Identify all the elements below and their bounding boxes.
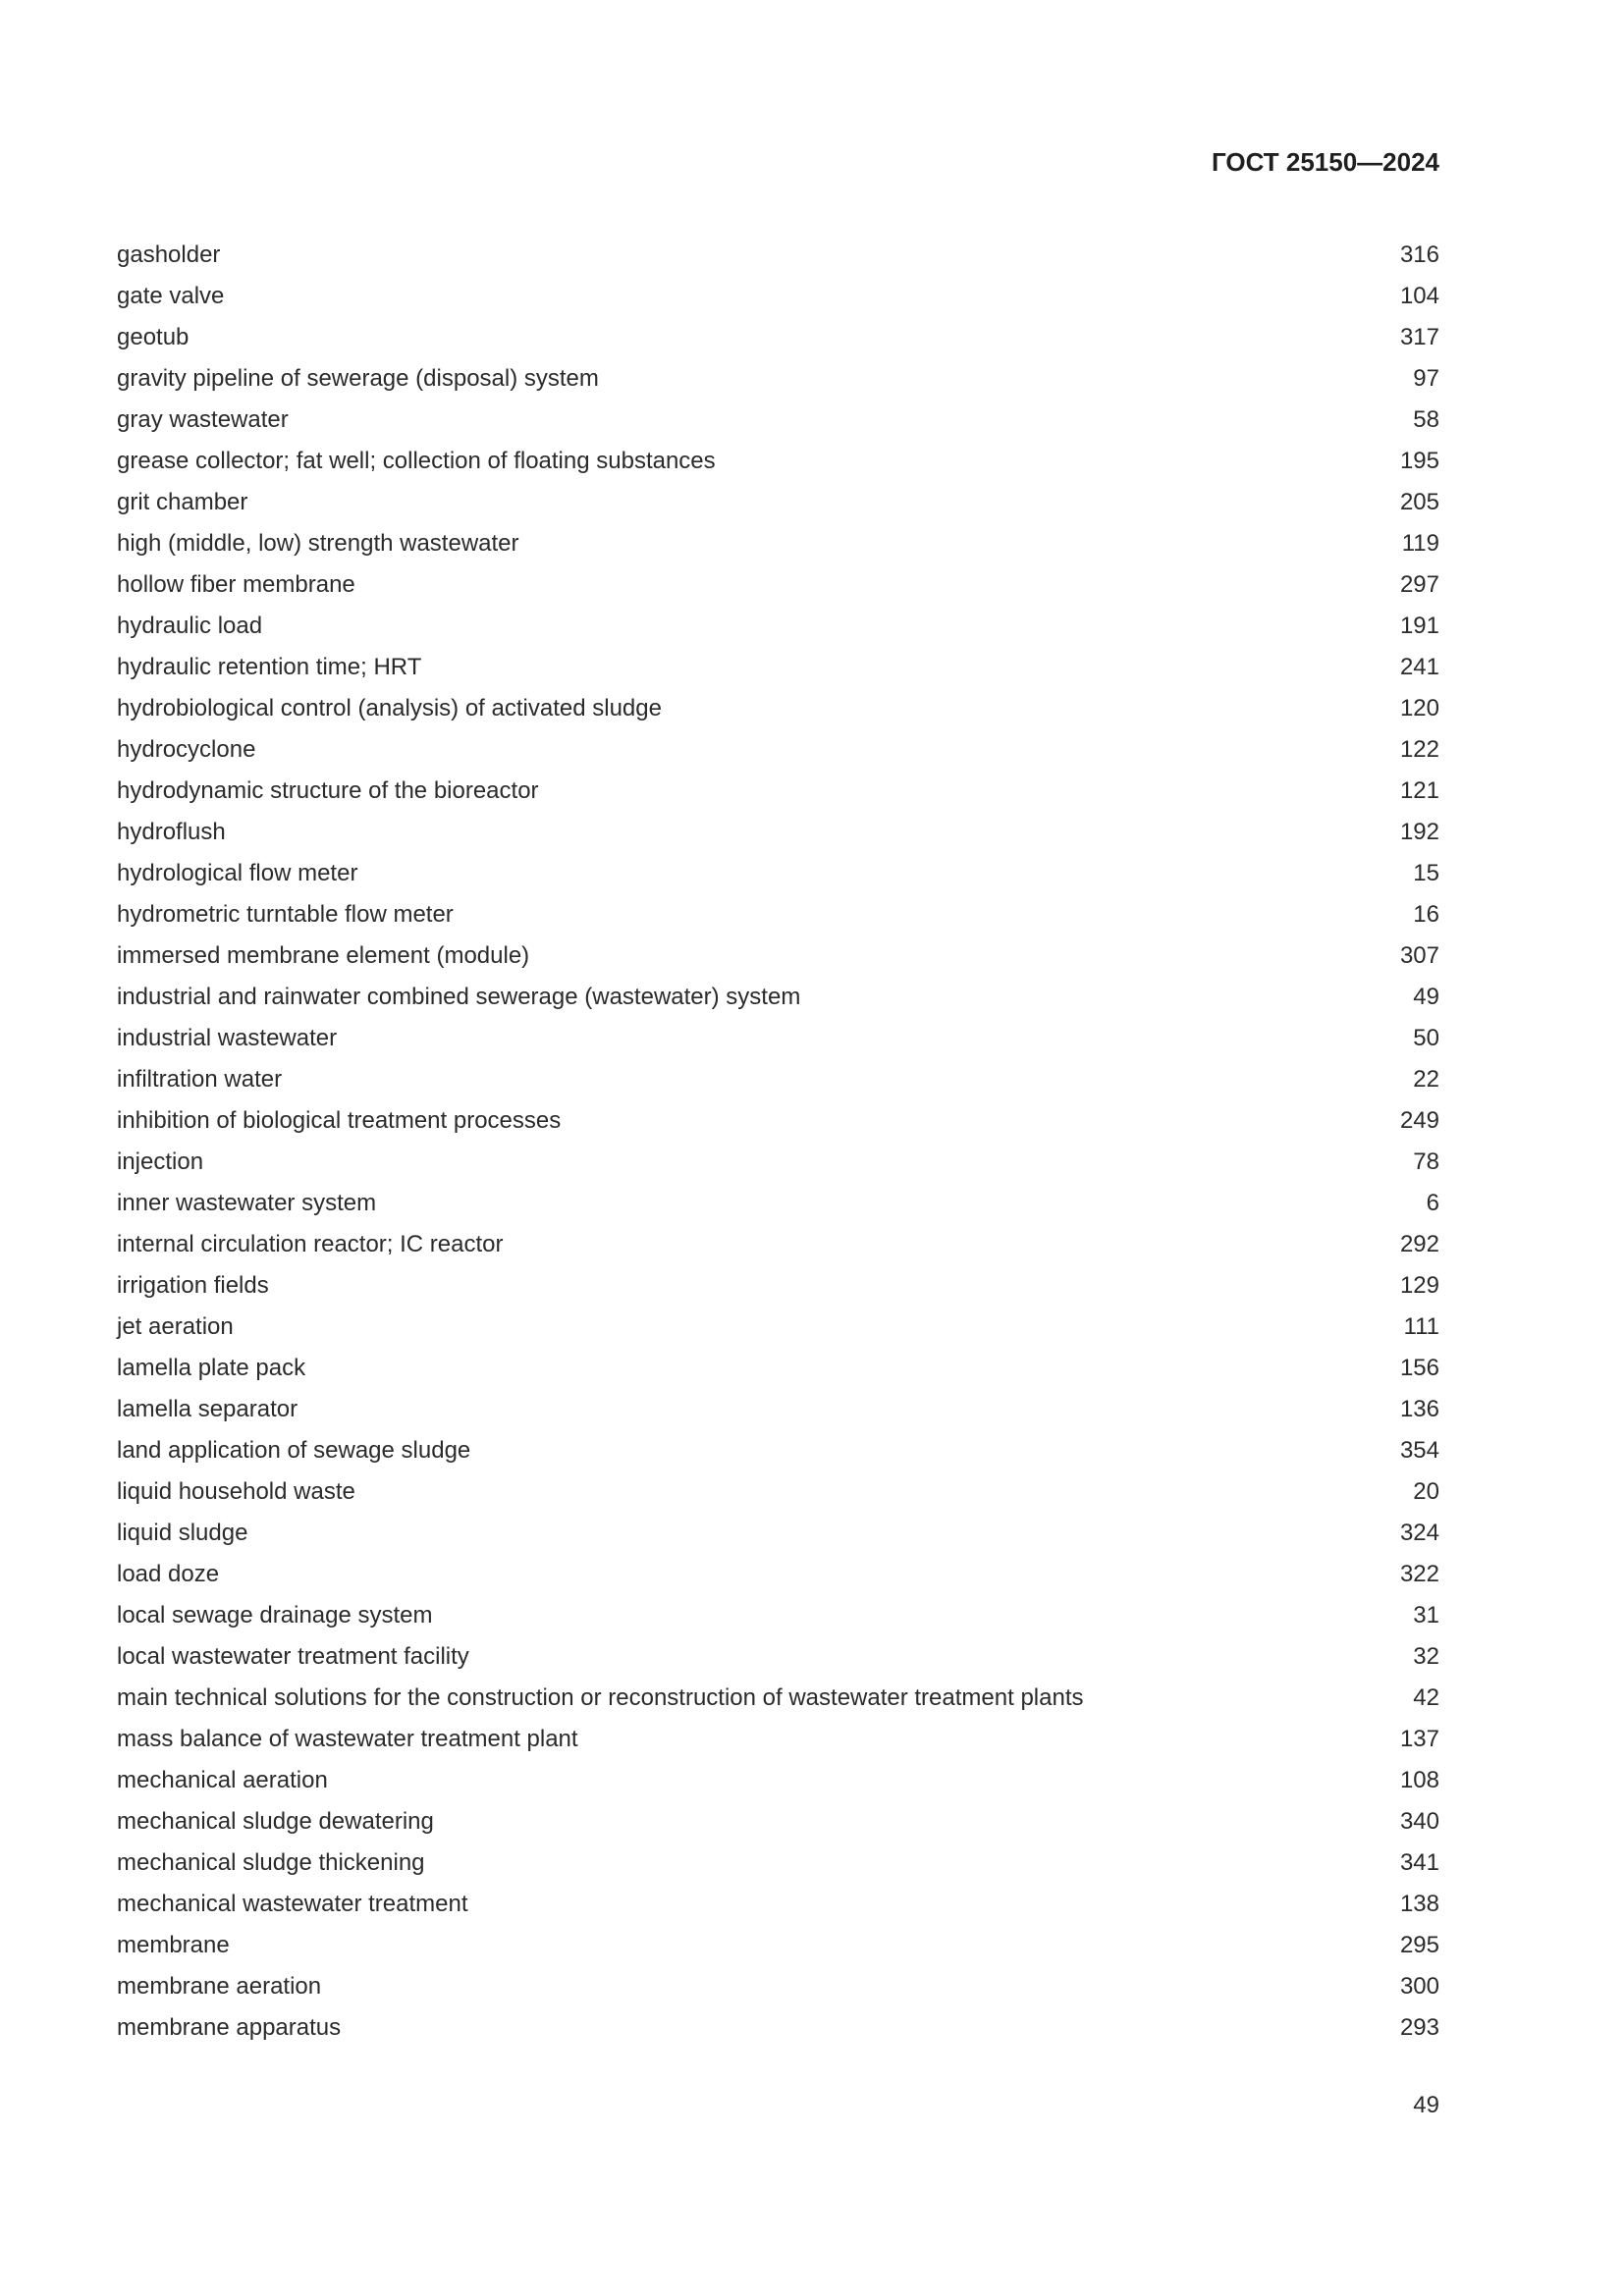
- index-term: hydraulic load: [117, 613, 263, 639]
- index-term: jet aeration: [117, 1313, 234, 1340]
- index-entry: [117, 1018, 1439, 1059]
- index-entry: [117, 1183, 1439, 1224]
- index-term-number: 129: [1399, 1272, 1439, 1299]
- index-entry: [117, 688, 1439, 729]
- index-term-number: 205: [1399, 489, 1439, 515]
- index-entry: [117, 235, 1439, 276]
- index-term-number: 341: [1399, 1849, 1439, 1876]
- index-entry: [117, 1100, 1439, 1142]
- index-term-number: 31: [1413, 1602, 1439, 1629]
- index-term-number: 108: [1399, 1767, 1439, 1793]
- index-entry: [117, 1719, 1439, 1760]
- index-entry: [117, 729, 1439, 771]
- index-entry: [117, 1430, 1439, 1471]
- index-entry: [117, 1265, 1439, 1307]
- index-entry: [117, 647, 1439, 688]
- index-term: mass balance of wastewater treatment plant: [117, 1726, 578, 1752]
- index-term: irrigation fields: [117, 1272, 269, 1299]
- index-term: gate valve: [117, 283, 225, 309]
- index-term: hydrobiological control (analysis) of activated sludge: [117, 695, 662, 721]
- index-term: mechanical wastewater treatment: [117, 1891, 468, 1917]
- index-term: hydraulic retention time; HRT: [117, 654, 422, 680]
- index-term: lamella separator: [117, 1396, 298, 1422]
- index-term-number: 121: [1399, 777, 1439, 804]
- index-entry: [117, 853, 1439, 894]
- index-entry: [117, 606, 1439, 647]
- index-term: hydroflush: [117, 819, 226, 845]
- index-term-number: 6: [1426, 1190, 1439, 1216]
- index-term: hydrodynamic structure of the bioreactor: [117, 777, 539, 804]
- index-term: mechanical sludge thickening: [117, 1849, 425, 1876]
- index-term: gray wastewater: [117, 406, 289, 433]
- index-term: industrial wastewater: [117, 1025, 338, 1051]
- index-term-number: 104: [1399, 283, 1439, 309]
- index-term: gravity pipeline of sewerage (disposal) system: [117, 365, 599, 392]
- index-entry: [117, 1348, 1439, 1389]
- index-entry: [117, 935, 1439, 977]
- index-entry: [117, 2007, 1439, 2049]
- index-term: local wastewater treatment facility: [117, 1643, 469, 1670]
- index-term: injection: [117, 1148, 204, 1175]
- index-term: grit chamber: [117, 489, 248, 515]
- document-code-header: ГОСТ 25150—2024: [1212, 147, 1439, 177]
- index-term: membrane apparatus: [117, 2014, 342, 2041]
- index-term: membrane: [117, 1932, 230, 1958]
- index-term-number: 122: [1399, 736, 1439, 763]
- index-term: inner wastewater system: [117, 1190, 377, 1216]
- index-term-number: 16: [1413, 901, 1439, 928]
- index-term: gasholder: [117, 241, 221, 268]
- index-term-number: 32: [1413, 1643, 1439, 1670]
- index-entry: [117, 1966, 1439, 2007]
- index-term: load doze: [117, 1561, 220, 1587]
- index-term-number: 97: [1413, 365, 1439, 392]
- index-term: hydrocyclone: [117, 736, 256, 763]
- index-term-number: 354: [1399, 1437, 1439, 1464]
- index-term-number: 322: [1399, 1561, 1439, 1587]
- index-entry: [117, 400, 1439, 441]
- index-term-number: 340: [1399, 1808, 1439, 1835]
- index-term-number: 297: [1399, 571, 1439, 598]
- index-entry: [117, 1389, 1439, 1430]
- index-entry: [117, 1760, 1439, 1801]
- index-term: immersed membrane element (module): [117, 942, 530, 969]
- index-entry: [117, 1059, 1439, 1100]
- index-term: hollow fiber membrane: [117, 571, 355, 598]
- index-term: infiltration water: [117, 1066, 283, 1093]
- index-term: internal circulation reactor; IC reactor: [117, 1231, 504, 1257]
- index-term-number: 191: [1399, 613, 1439, 639]
- index-entry: [117, 1471, 1439, 1513]
- index-term: geotub: [117, 324, 189, 350]
- index-term-number: 20: [1413, 1478, 1439, 1505]
- index-entry: [117, 1142, 1439, 1183]
- index-entry: [117, 977, 1439, 1018]
- index-term-number: 50: [1413, 1025, 1439, 1051]
- index-entry: [117, 1554, 1439, 1595]
- index-term-number: 324: [1399, 1520, 1439, 1546]
- index-entry: [117, 1884, 1439, 1925]
- index-entry: [117, 1842, 1439, 1884]
- index-term: lamella plate pack: [117, 1355, 306, 1381]
- index-term-number: 195: [1399, 448, 1439, 474]
- index-term-number: 156: [1399, 1355, 1439, 1381]
- index-entry: [117, 441, 1439, 482]
- index-term: mechanical sludge dewatering: [117, 1808, 434, 1835]
- index-term-number: 307: [1399, 942, 1439, 969]
- index-term-number: 138: [1399, 1891, 1439, 1917]
- index-entry: [117, 771, 1439, 812]
- index-entry: [117, 894, 1439, 935]
- index-term-number: 49: [1413, 984, 1439, 1010]
- index-term-number: 293: [1399, 2014, 1439, 2041]
- index-entry: [117, 1595, 1439, 1636]
- index-term-number: 249: [1399, 1107, 1439, 1134]
- index-term-number: 241: [1399, 654, 1439, 680]
- index-term: grease collector; fat well; collection of floating substances: [117, 448, 716, 474]
- index-term-number: 15: [1413, 860, 1439, 886]
- index-term: land application of sewage sludge: [117, 1437, 471, 1464]
- index-term-number: 136: [1399, 1396, 1439, 1422]
- index-entry: [117, 276, 1439, 317]
- index-term: high (middle, low) strength wastewater: [117, 530, 519, 557]
- index-entry: [117, 317, 1439, 358]
- page-number: 49: [1413, 2092, 1439, 2118]
- index-entry: [117, 1636, 1439, 1678]
- index-term-number: 22: [1413, 1066, 1439, 1093]
- index-term: liquid household waste: [117, 1478, 355, 1505]
- term-index-list: [117, 235, 1439, 2049]
- index-term: local sewage drainage system: [117, 1602, 433, 1629]
- index-term: inhibition of biological treatment processes: [117, 1107, 562, 1134]
- index-term-number: 78: [1413, 1148, 1439, 1175]
- index-term: main technical solutions for the construction or reconstruction of wastewater treatment plants: [117, 1684, 1084, 1711]
- index-term-number: 192: [1399, 819, 1439, 845]
- index-entry: [117, 482, 1439, 523]
- index-term-number: 111: [1403, 1313, 1439, 1340]
- index-entry: [117, 1678, 1439, 1719]
- index-term-number: 119: [1401, 530, 1439, 557]
- index-entry: [117, 812, 1439, 853]
- index-term-number: 292: [1399, 1231, 1439, 1257]
- index-term: mechanical aeration: [117, 1767, 328, 1793]
- index-term: hydrometric turntable flow meter: [117, 901, 454, 928]
- index-term: hydrological flow meter: [117, 860, 358, 886]
- index-entry: [117, 1513, 1439, 1554]
- index-term: membrane aeration: [117, 1973, 322, 2000]
- index-term-number: 137: [1399, 1726, 1439, 1752]
- index-term-number: 58: [1413, 406, 1439, 433]
- index-entry: [117, 1801, 1439, 1842]
- index-entry: [117, 1307, 1439, 1348]
- index-term-number: 42: [1413, 1684, 1439, 1711]
- index-term-number: 295: [1399, 1932, 1439, 1958]
- index-term-number: 316: [1399, 241, 1439, 268]
- index-entry: [117, 523, 1439, 564]
- index-term-number: 317: [1399, 324, 1439, 350]
- index-term: industrial and rainwater combined sewerage (wastewater) system: [117, 984, 801, 1010]
- index-term-number: 120: [1399, 695, 1439, 721]
- index-entry: [117, 1925, 1439, 1966]
- index-term-number: 300: [1399, 1973, 1439, 2000]
- index-entry: [117, 564, 1439, 606]
- index-entry: [117, 358, 1439, 400]
- index-entry: [117, 1224, 1439, 1265]
- index-term: liquid sludge: [117, 1520, 248, 1546]
